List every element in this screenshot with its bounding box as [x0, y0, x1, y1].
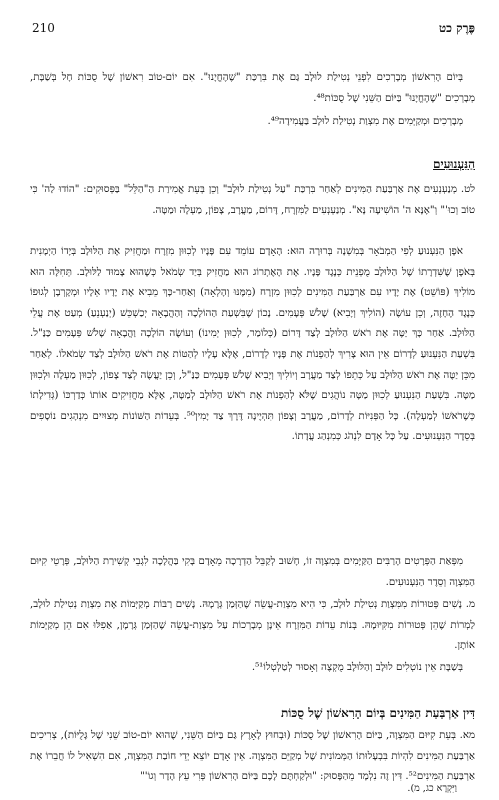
- book-page: [30, 0, 475, 800]
- paragraph-guidance: מִפְּאַת הַפְּרָטִים הָרַבִּים הַקַּיָּמִים בְּמִצְוָה זוֹ, חָשׁוּב לְקַבֵּל הַדְרָכָה מֵאָדָם בָּקִי בַּהֲלָכָה לִגְבֵי קְשִׁירַת הַלּוּלָב, פְּרָטֵי קִיּוּם הַמִּצְוָה וְסֵדֶר הַנִּעְנוּעִים.: [30, 556, 475, 588]
- section-heading-first-day: דִּין אַרְבַּעַת הַמִּינִים בְּיוֹם הָרִאשׁוֹן שֶׁל סֻכּוֹת: [280, 706, 475, 720]
- verse-reference: וַיִּקְרָא כג, מ).: [407, 783, 457, 794]
- paragraph-shehecheyanu: בְּיוֹם הָרִאשׁוֹן מְבָרְכִים לִפְנֵי נְטִילַת לוּלָב גַּם אֶת בִּרְכַּת "שֶׁהֶחֱיָנוּ". אִם יוֹם-טוֹב רִאשׁוֹן שֶׁל סֻכּוֹת חָל בְּשַׁבָּת, מְבָרְכִים "שֶׁהֶחֱיָנוּ" בַּיּוֹם הַשֵּׁנִי שֶׁל סֻכּוֹת⁴⁸.: [30, 72, 475, 104]
- paragraph-shabbat: בְּשַׁבָּת אֵין נוֹטְלִים לוּלָב וְהַלּוּלָב מֻקְצֶה וְאָסוּר לְטַלְטְלוֹ⁵¹.: [251, 662, 463, 673]
- paragraph-order-of-waving: אֹפֶן הַנִּעְנוּעַ לְפִי הַמְבֹאָר בְּמִשְׁנָה בְּרוּרָה הוּא: הָאָדָם עוֹמֵד עִם פָּנָיו לְכִוּוּן מִזְרָח וּמַחֲזִיק אֶת הַלּוּלָב בְּיָדוֹ הַיְמָנִית בְּאֹפֶן שֶׁשִּׁדְרָתוֹ שֶׁל הַלּוּלָב מֻפְנֵית כְּנֶגֶד פָּנָיו. אֶת הָאֶתְרוֹג הוּא מַחֲזִיק בְּיַד שְׂמֹאל כְּשֶׁהוּא צָמוּד לַלּוּלָב. תְּחִלָּה הוּא מוֹלִיךְ (פּוֹשֵׁט) אֶת יָדָיו עִם אַרְבַּעַת הַמִּינִים לְכִוּוּן מִזְרָח (מִמֶּנּוּ וְהָלְאָה) וְאַחַר-כָּךְ מֵבִיא אֶת יָדָיו אֵלָיו וּמְקָרְבָן לְגוּפוֹ כְּנֶגֶד הֶחָזֶה, וְכֵן עוֹשֶׂה (הוֹלִיךְ וְיָבִיא) שָׁלֹשׁ פְּעָמִים. נָכוֹן שֶׁבִּשְׁעַת הַהוֹלָכָה וְהַהֲבָאָה יְכַשְׁכֵּשׁ (יְנַעְנֵעַ) מְעַט אֶת עֲלֵי הַלּוּלָב. אַחַר כָּךְ יַטֶּה אֶת רֹאשׁ הַלּוּלָב לְצַד דָּרוֹם (כְּלוֹמַר, לְכִוּוּן יְמִינוֹ) וְעוֹשֶׂה הוֹלָכָה וַהֲבָאָה שָׁלֹשׁ פְּעָמִים כַּנַּ"ל. בִּשְׁעַת הַנִּעְנוּעַ לְדָרוֹם אֵין הוּא צָרִיךְ לְהַפְנוֹת אֶת פָּנָיו לְדָרוֹם, אֶלָּא עָלָיו לְהַטּוֹת אֶת רֹאשׁ הַלּוּלָב לְצַד שְׂמֹאלוֹ. לְאַחַר מִכֵּן יַטֶּה אֶת רֹאשׁ הַלּוּלָב עַל כְּתֵפוֹ לְצַד מַעֲרָב וְיוֹלִיךְ וְיָבִיא שָׁלֹשׁ פְּעָמִים כַּנַּ"ל, וְכֵן יַעֲשֶׂה לְצַד צָפוֹן, לְכִוּוּן מַעְלָה וּלְכִוּוּן מַטָּה. בִּשְׁעַת הַנִּעְנוּעַ לְכִוּוּן מַטָּה נוֹהֲגִים שֶׁלֹּא לְהַפְנוֹת אֶת רֹאשׁ הַלּוּלָב לְמַטָּה, אֶלָּא מַחֲזִיקִים אוֹתוֹ כְּדַרְכּוֹ (גְּדִילָתוֹ כְּשֶׁרֹאשׁוֹ לְמַעְלָה). כָּל הַפְּנִיּוֹת לְדָרוֹם, מַעֲרָב וְצָפוֹן תִּהְיֶינָה דֶּרֶךְ צַד יָמִין⁵⁰. בְּעֵדוֹת הַשּׁוֹנוֹת מְצוּיִים מִנְהָגִים נוֹסָפִים בְּסֵדֶר הַנִּעְנוּעִים. עַל כָּל אָדָם לִנְהֹג כְּמִנְהַג עֲדָתוֹ.: [30, 246, 475, 443]
- section-heading-naanuim: הַנִּעְנוּעִים: [433, 157, 475, 171]
- paragraph-40: מ. נָשִׁים פְּטוּרוֹת מִמִּצְוַת נְטִילַת לוּלָב, כִּי הִיא מִצְוַת-עֲשֵׂה שֶׁהַזְּמַן גְּרָמָהּ. נָשִׁים רַבּוֹת מְקַיְּמוֹת אֶת מִצְוַת נְטִילַת לוּלָב, לַמְרוֹת שֶׁהֵן פְּטוּרוֹת מִקִּיּוּמָהּ. בְּנוֹת עֵדוֹת הַמִּזְרָח אֵינָן מְבָרְכוֹת עַל מִצְוַת-עֲשֵׂה שֶׁהַזְּמַן גְּרָמָן, אַפִלּוּ אִם הֵן מְקַיְּמוֹת אוֹתָן.: [30, 599, 475, 652]
- paragraph-standing: מְבָרְכִים וּמְקַיְּמִים אֶת מִצְוַת נְטִילַת לוּלָב בַּעֲמִידָה⁴⁹.: [267, 116, 463, 127]
- page-header: [30, 21, 475, 41]
- paragraph-39: לט. מְנַעְנְעִים אֶת אַרְבַּעַת הַמִּינִים לְאַחַר בִּרְכַּת "עַל נְטִילַת לוּלָב" וְכֵן בְּעֵת אֲמִירַת הַ"הַלֵּל" בַּפְּסוּקִים: "הוֹדוּ לַה' כִּי טוֹב וְכוּ'" וְ"אָנָּא ה' הוֹשִׁיעָה נָּא". מְנַעְנְעִים לַמִּזְרָח, דָּרוֹם, מַעֲרָב, צָפוֹן, מַעְלָה וּמַטָּה.: [30, 184, 475, 216]
- chapter-title: פֶּרֶק כט: [438, 21, 475, 35]
- page-number: 210: [32, 21, 55, 35]
- paragraph-41: מא. בְּעֵת קִיּוּם הַמִּצְוָה, בַּיּוֹם הָרִאשׁוֹן שֶׁל סֻכּוֹת (וּבְחוּץ לָאָרֶץ גַּם בַּיּוֹם הַשֵּׁנִי, שֶׁהוּא יוֹם-טוֹב שֵׁנִי שֶׁל גָּלֻיּוֹת), צְרִיכִים אַרְבַּעַת הַמִּינִים לִהְיוֹת בִּבְעָלוּתוֹ הַמְּמוֹנִית שֶׁל מְקַיֵּם הַמִּצְוָה. אֵין אָדָם יוֹצֵא יְדֵי חוֹבַת הַמִּצְוָה, אִם הִשְׁאִיל לוֹ חֲבֵרוֹ אֶת אַרְבַּעַת הַמִּינִים⁵². דִּין זֶה נִלְמָד מֵהַפָּסוּק: "וּלְקַחְתֶּם לָכֶם בַּיּוֹם הָרִאשׁוֹן פְּרִי עֵץ הָדָר וְגוֹ'": [30, 730, 475, 783]
